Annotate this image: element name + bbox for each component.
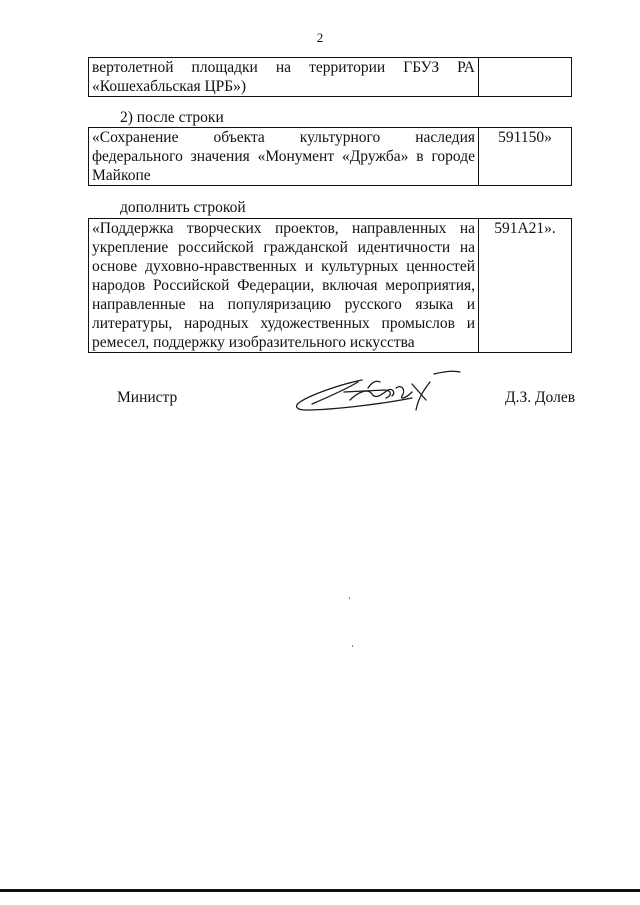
scan-speck (352, 645, 353, 647)
continued-row-code (479, 58, 572, 97)
added-row-table (88, 218, 572, 353)
handwritten-signature (292, 366, 462, 421)
signatory-name: Д.З. Долев (505, 389, 576, 406)
scan-bottom-edge (0, 889, 640, 892)
after-row-table (88, 127, 572, 186)
add-row-label: дополнить строкой (120, 199, 246, 216)
scan-speck (349, 597, 350, 599)
continued-table-row (88, 57, 572, 97)
added-row-description: «Поддержка творческих проектов, направленных на укрепление российской гражданской идентичности на основе духовно-нравственных и культурных ценностей народов Российской Федерации, включая мероприятия, направленные на популяризацию русского языка и литературы, народных художественных промыслов и ремесел, поддержку изобразительного искусства (89, 219, 479, 353)
added-row-code: 591А21». (479, 219, 572, 353)
after-row-description: «Сохранение объекта культурного наследия федерального значения «Монумент «Дружба» в городе Майкопе (89, 128, 479, 186)
signatory-position: Министр (117, 389, 178, 406)
after-row-code: 591150» (479, 128, 572, 186)
continued-row-description: вертолетной площадки на территории ГБУЗ РА «Кошехабльская ЦРБ») (89, 58, 479, 97)
page-number: 2 (316, 30, 324, 45)
after-row-label: 2) после строки (120, 109, 224, 126)
